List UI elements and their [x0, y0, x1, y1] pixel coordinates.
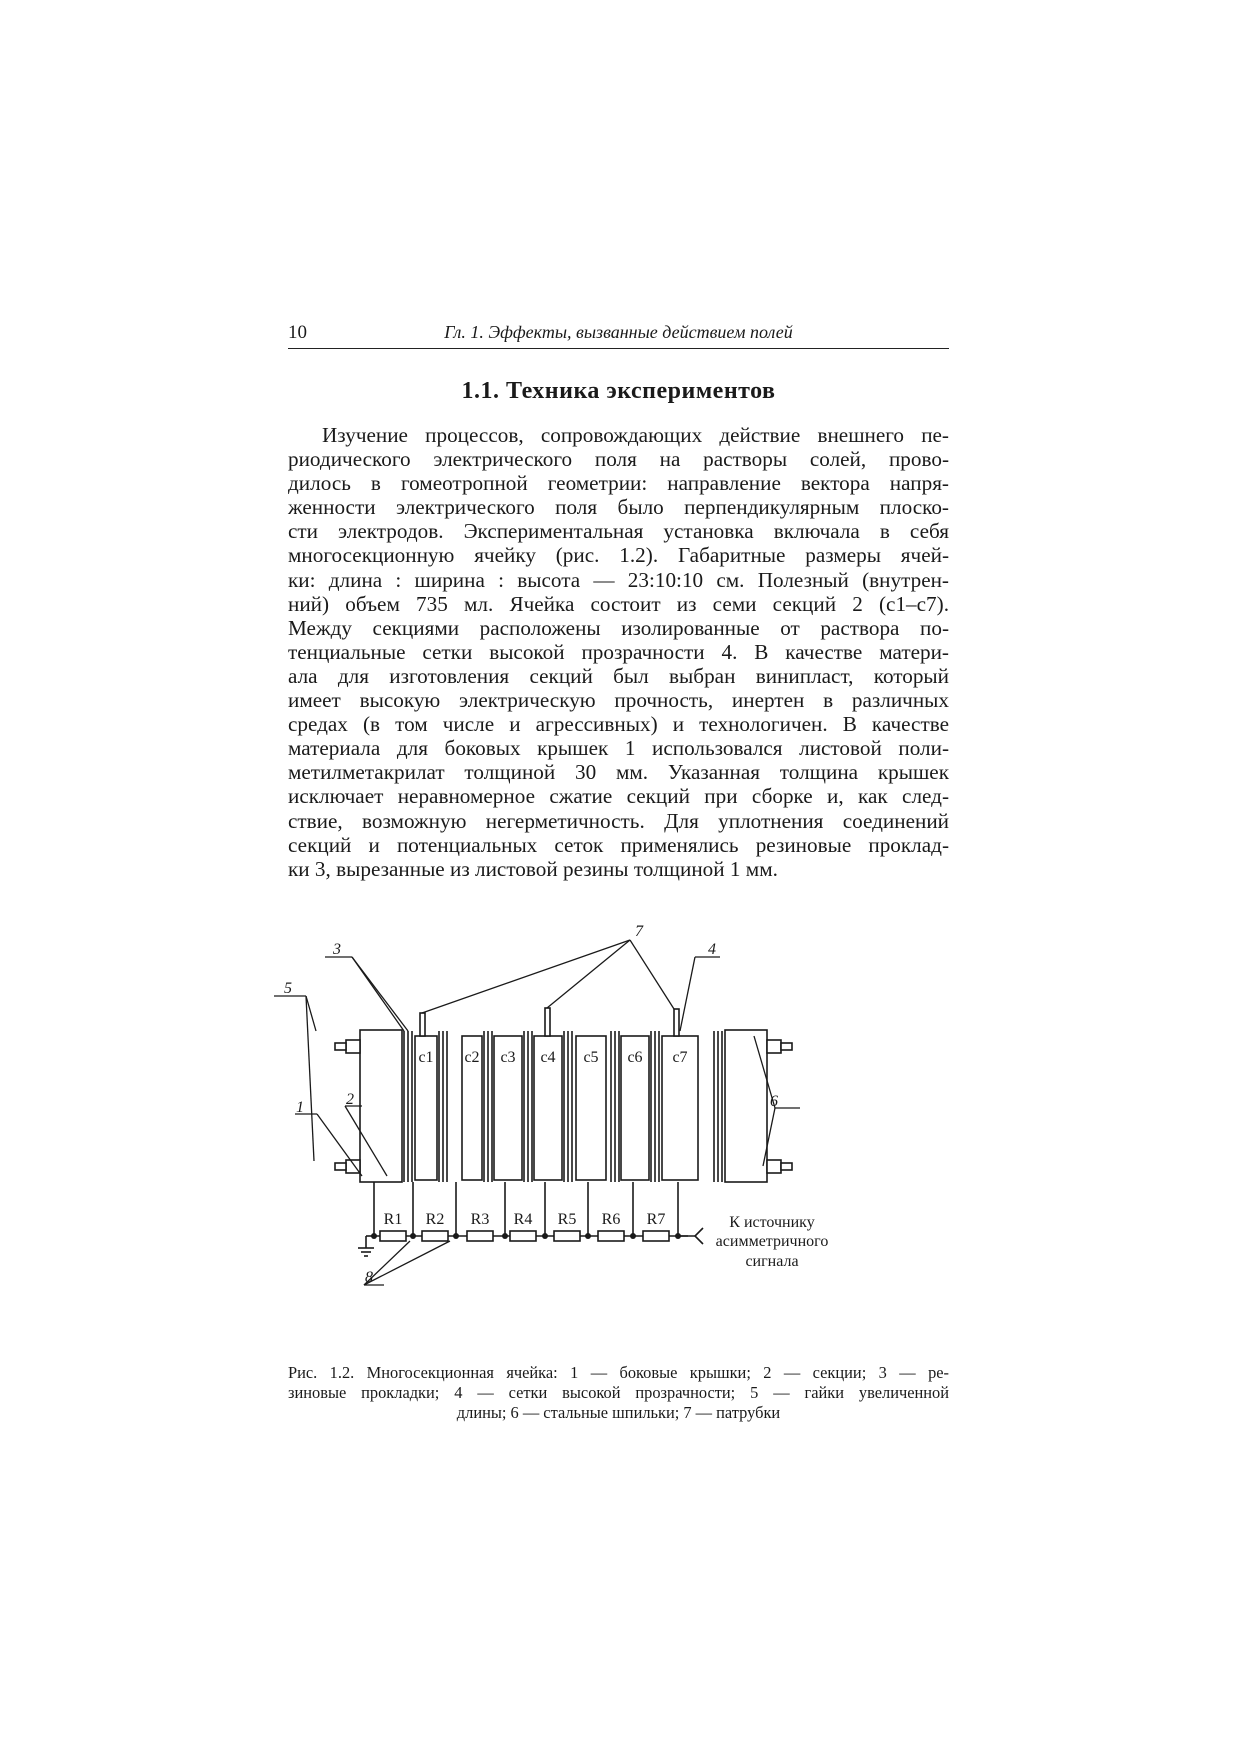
label-r1: R1	[383, 1211, 403, 1228]
output-terminal	[695, 1228, 703, 1244]
body-line: ний) объем 735 мл. Ячейка состоит из семи секций 2 (с1–с7).	[288, 591, 949, 616]
page-header	[288, 320, 949, 349]
callout-4: 4	[708, 941, 716, 958]
label-r3: R3	[470, 1211, 490, 1228]
left-cover	[360, 1030, 402, 1182]
section-title: 1.1. Техника экспериментов	[461, 378, 776, 404]
callout-5: 5	[284, 980, 292, 997]
label-c4: c4	[540, 1049, 556, 1066]
inlet-tube-1	[420, 1013, 425, 1036]
callout-8: 8	[365, 1269, 373, 1286]
body-line: секций и потенциальных сеток применялись резиновые проклад-	[288, 832, 949, 857]
label-c6: c6	[627, 1049, 643, 1066]
right-cover	[725, 1030, 767, 1182]
body-line: ала для изготовления секций был выбран винипласт, который	[288, 663, 949, 688]
callout-6: 6	[770, 1093, 778, 1110]
callout-7: 7	[635, 923, 643, 940]
callout-2: 2	[346, 1091, 354, 1108]
page-number: 10	[288, 322, 307, 343]
label-c7: c7	[672, 1049, 688, 1066]
caption-line: зиновые прокладки; 4 — сетки высокой прозрачности; 5 — гайки увеличенной	[288, 1383, 949, 1402]
running-head: Гл. 1. Эффекты, вызванные действием полей	[444, 322, 793, 342]
body-line: ки: длина : ширина : высота — 23:10:10 см. Полезный (внутрен-	[288, 567, 949, 592]
resistor-r6	[598, 1231, 624, 1241]
body-line: имеет высокую электрическую прочность, инертен в различных	[288, 688, 949, 713]
label-r7: R7	[646, 1211, 666, 1228]
body-line: исключает неравномерное сжатие секций при сборке и, как след-	[288, 784, 949, 809]
label-r4: R4	[513, 1211, 533, 1228]
stud-left-top	[335, 1043, 346, 1050]
label-r6: R6	[601, 1211, 621, 1228]
callout-1: 1	[296, 1099, 304, 1116]
resistor-r2	[422, 1231, 448, 1241]
cell-diagram	[284, 918, 950, 1318]
label-r5: R5	[557, 1211, 577, 1228]
label-c2: c2	[464, 1049, 480, 1066]
label-c5: c5	[583, 1049, 599, 1066]
label-c3: c3	[500, 1049, 516, 1066]
label-c1: c1	[418, 1049, 434, 1066]
body-line: Изучение процессов, сопровождающих действие внешнего пе-	[322, 423, 949, 447]
body-line: риодического электрического поля на растворы солей, прово-	[288, 447, 949, 472]
callout-3: 3	[333, 941, 341, 958]
resistor-r4	[510, 1231, 536, 1241]
body-line: сти электродов. Экспериментальная установка включала в себя	[288, 519, 949, 544]
nut-left-top	[346, 1040, 360, 1053]
resistor-r5	[554, 1231, 580, 1241]
stud-right-bottom	[781, 1163, 792, 1170]
figure-caption	[288, 1363, 949, 1423]
caption-line: Рис. 1.2. Многосекционная ячейка: 1 — боковые крышки; 2 — секции; 3 — ре-	[288, 1363, 949, 1382]
inlet-tube-3	[674, 1009, 679, 1036]
body-line: тенциальные сетки высокой прозрачности 4. В качестве матери-	[288, 639, 949, 664]
body-line: женности электрического поля было перпендикулярным плоско-	[288, 495, 949, 520]
resistor-r7	[643, 1231, 669, 1241]
body-line: ки 3, вырезанные из листовой резины толщиной 1 мм.	[288, 856, 778, 881]
body-line: материала для боковых крышек 1 использовался листовой поли-	[288, 736, 949, 761]
source-label-line: К источнику	[729, 1214, 815, 1231]
resistor-r1	[380, 1231, 406, 1241]
source-label-line: асимметричного	[715, 1233, 829, 1250]
nut-right-bottom	[767, 1160, 781, 1173]
label-r2: R2	[425, 1211, 445, 1228]
body-line: Между секциями расположены изолированные от раствора по-	[288, 615, 949, 640]
body-line: метилметакрилат толщиной 30 мм. Указанная толщина крышек	[288, 760, 949, 785]
body-paragraph	[288, 423, 949, 881]
source-label-line: сигнала	[745, 1253, 799, 1270]
caption-line: длины; 6 — стальные шпильки; 7 — патрубки	[456, 1403, 781, 1422]
body-line: дилось в гомеотропной геометрии: направление вектора напря-	[288, 471, 949, 496]
body-line: ствие, возможную негерметичность. Для уплотнения соединений	[288, 808, 949, 833]
body-line: многосекционную ячейку (рис. 1.2). Габаритные размеры ячей-	[288, 543, 949, 568]
body-line: средах (в том числе и агрессивных) и технологичен. В качестве	[288, 712, 949, 737]
stud-left-bottom	[335, 1163, 346, 1170]
inlet-tube-2	[545, 1008, 550, 1036]
stud-right-top	[781, 1043, 792, 1050]
figure-multisection-cell	[284, 918, 950, 1318]
resistor-r3	[467, 1231, 493, 1241]
nut-right-top	[767, 1040, 781, 1053]
